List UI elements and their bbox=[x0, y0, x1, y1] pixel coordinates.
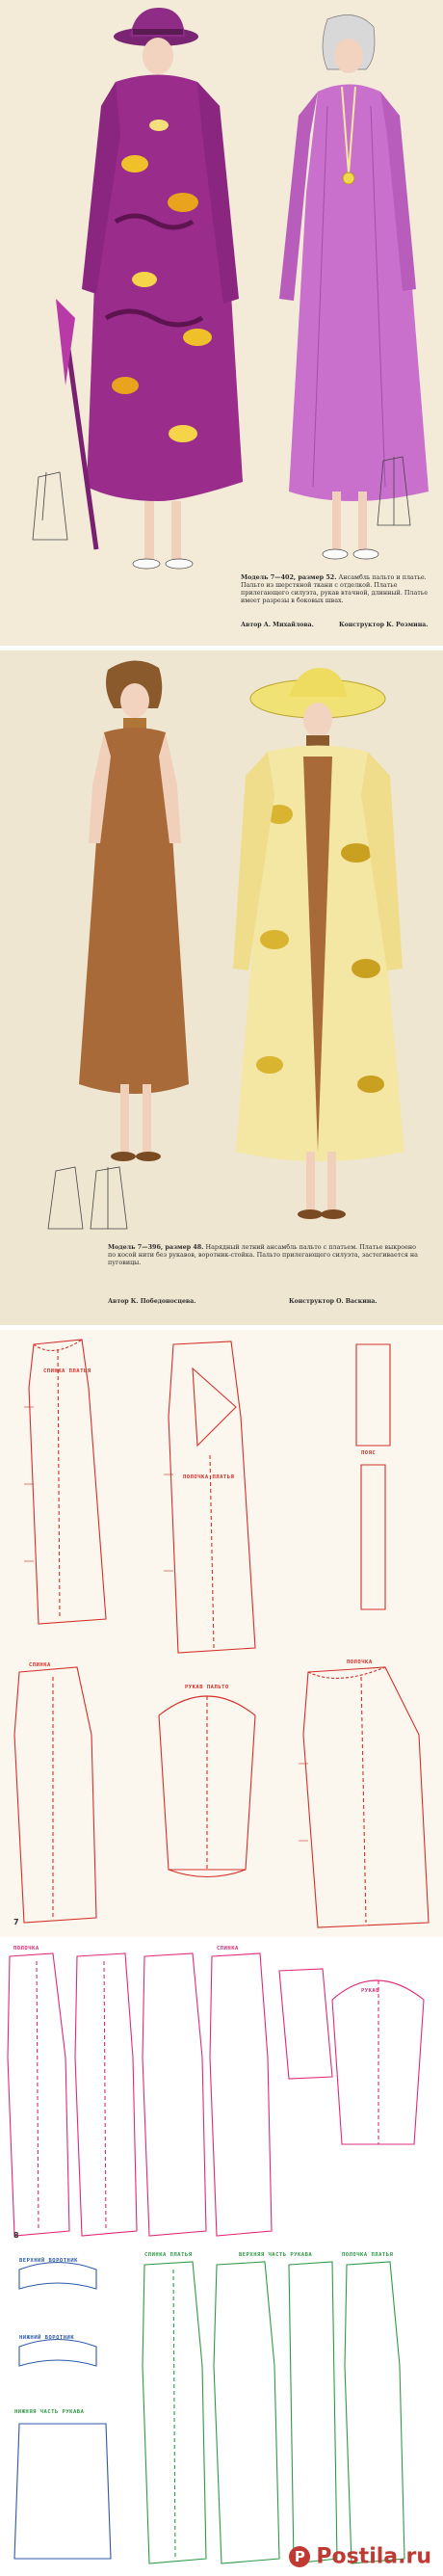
pattern-label-sleeve: РУКАВ bbox=[361, 1988, 380, 1994]
model-1-description: Ансамбль пальто и платье. Пальто из шерстяной ткани с отделкой. Платье прилегающего силуэта, рукав втачной, длинный. Платье имеет разрезы в боковых швах. bbox=[241, 573, 429, 604]
pattern-label-front-dress: ПОЛОЧКА ПЛАТЬЯ bbox=[183, 1474, 235, 1480]
postila-watermark-text: Postila.ru bbox=[316, 2544, 431, 2568]
model-1-illustration bbox=[0, 0, 443, 646]
model-1-heading: Модель 7—402, размер 52. bbox=[241, 573, 337, 581]
pattern-label-back-dress-2: СПИНКА ПЛАТЬЯ bbox=[144, 2252, 193, 2258]
model-1-illustration-panel bbox=[0, 0, 443, 646]
model-2-description: Нарядный летний ансамбль пальто с платьем. Платье выкроено по косой нити без рукавов, воротник-стойка. Пальто прилегающего силуэта, застегивается на пуговицы. bbox=[108, 1243, 418, 1266]
pattern-label-front-coat: ПОЛОЧКА bbox=[13, 1946, 39, 1952]
page-number-left: 7 bbox=[13, 1918, 19, 1926]
model-2-author: Автор К. Победоносцева. bbox=[108, 1298, 196, 1305]
model-2-illustration-panel bbox=[0, 651, 443, 1325]
pattern-sheet-1 bbox=[0, 1330, 443, 1937]
floral-coat-figure bbox=[233, 668, 404, 1219]
model-1-caption bbox=[241, 573, 433, 604]
model-2-illustration bbox=[0, 651, 443, 1325]
pattern-label-belt: ПОЯС bbox=[361, 1450, 377, 1456]
pattern-label-upper-sleeve: ВЕРХНЯЯ ЧАСТЬ РУКАВА bbox=[239, 2252, 313, 2258]
brown-dress-figure bbox=[79, 660, 189, 1161]
pattern-label-back-dress: СПИНКА ПЛАТЬЯ bbox=[43, 1368, 91, 1374]
pattern-label-lower-sleeve: НИЖНЯЯ ЧАСТЬ РУКАВА bbox=[14, 2409, 85, 2415]
model-1-designer: Конструктор К. Розмина. bbox=[339, 622, 429, 628]
dress-figure bbox=[279, 15, 429, 560]
page-number-right: 8 bbox=[13, 2231, 19, 2240]
pattern-label-top-collar: ВЕРХНИЙ ВОРОТНИК bbox=[19, 2258, 78, 2264]
pattern-label-back: СПИНКА bbox=[29, 1662, 51, 1668]
model-2-flats bbox=[48, 1167, 127, 1229]
pattern-sheet-2 bbox=[0, 1942, 443, 2576]
postila-logo-icon: P bbox=[289, 2546, 310, 2567]
pattern-label-back-coat: СПИНКА bbox=[217, 1946, 239, 1952]
pattern-label-front-dress-2: ПОЛОЧКА ПЛАТЬЯ bbox=[342, 2252, 394, 2258]
model-2-designer: Конструктор О. Васкина. bbox=[289, 1298, 378, 1305]
pattern-label-front: ПОЛОЧКА bbox=[347, 1660, 373, 1665]
pattern-label-coat-sleeve: РУКАВ ПАЛЬТО bbox=[185, 1685, 229, 1690]
model-1-author: Автор А. Михайлова. bbox=[241, 622, 314, 628]
pattern-sheet-1-drawing bbox=[0, 1330, 443, 1937]
pattern-label-under-collar: НИЖНИЙ ВОРОТНИК bbox=[19, 2335, 75, 2341]
coat-figure bbox=[56, 8, 243, 569]
model-2-caption bbox=[108, 1243, 426, 1266]
model-2-heading: Модель 7—396, размер 48. bbox=[108, 1243, 204, 1251]
postila-watermark[interactable] bbox=[289, 2544, 431, 2569]
